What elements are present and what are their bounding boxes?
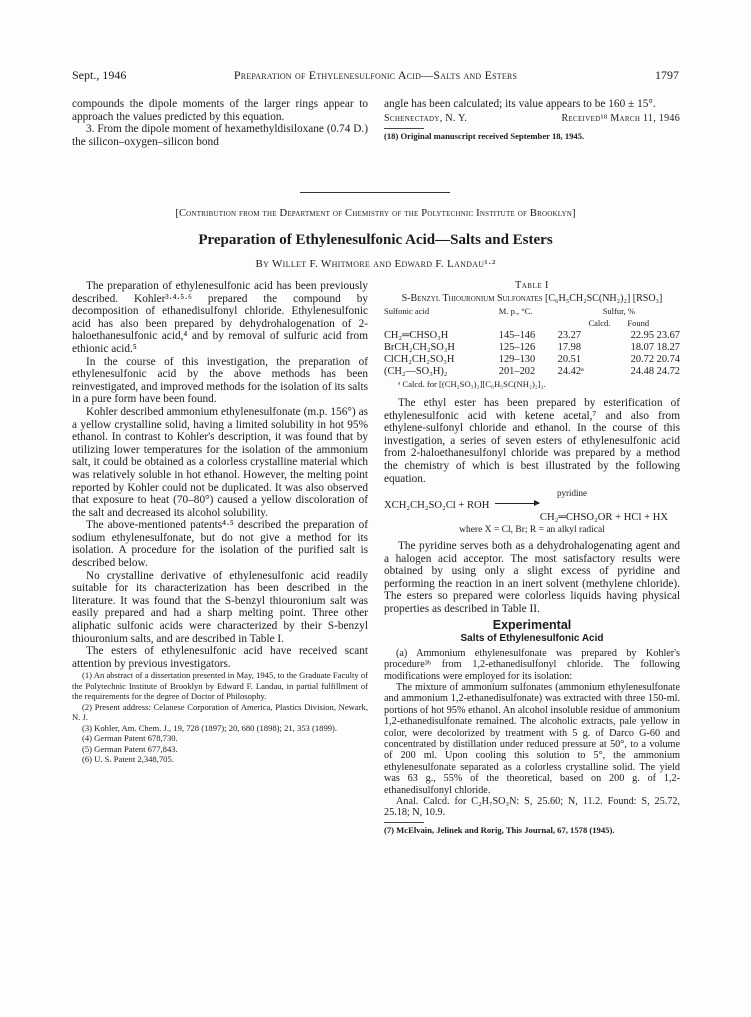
table-header-calcd: Calcd. (588, 318, 611, 329)
right-paragraph-5: Anal. Calcd. for C₂H₇SO₃N: S, 25.60; N, 11.2. Found: S, 25.72, 25.18; N, 10.9. (384, 795, 680, 819)
prev-article-signature (384, 113, 680, 126)
left-paragraph-4: The above-mentioned patents⁴·⁵ described the preparation of sodium ethylenesulfonate, but do not give a method for its isolation. A procedure for the isolation of the purified salt is described below. (72, 519, 368, 570)
table-header-sulfur-label: Sulfur, % (602, 306, 635, 317)
prev-right-paragraph-1: angle has been calculated; its value appears to be 160 ± 15°. (384, 98, 656, 110)
right-paragraph-1: The ethyl ester has been prepared by esterification of ethylenesulfonic acid with ketene acetal,⁷ and also from ethylene-sulfonyl chloride and ethanol. In the course of this investigation, a series of seven esters of ethylenesulfonic acid from 2-haloethanesulfonyl chloride was prepared by a method the chemistry of which is best illustrated by the following equation. (384, 397, 680, 485)
table-cell-mp: 125–126 (498, 341, 536, 353)
experimental-body (384, 648, 680, 819)
header-running-title: Preparation of Ethylenesulfonic Acid—Salts and Esters (233, 68, 518, 82)
table-caption: S-Benzyl Thiouronium Sulfonates [C₆H₅CH₂SC(NH₂)₂] [RSO₃] (401, 292, 663, 304)
table-header-acid: Sulfonic acid (384, 306, 430, 317)
left-column (72, 280, 368, 765)
equation-reactants: XCH₂CH₂SO₂Cl + ROH (384, 499, 490, 511)
header-date: Sept., 1946 (72, 68, 127, 82)
table-cell-calcd: 23.27 (557, 329, 582, 341)
prev-left-paragraph-2: 3. From the dipole moment of hexamethyldisiloxane (0.74 D.) the silicon–oxygen–silicon bond (72, 123, 368, 148)
prev-article-left (72, 98, 368, 148)
table-1 (384, 305, 680, 378)
table-cell-found: 22.95 23.67 (630, 329, 680, 341)
table-cell-calcd: 24.42ᵃ (557, 366, 584, 378)
right-column (384, 280, 680, 835)
table-header-sulfur (558, 305, 680, 329)
table-note: ᵃ Calcd. for [(CH₂SO₃)₂][C₆H₅SC(NH₂)₂]₂. (398, 379, 546, 390)
table-row (384, 330, 680, 342)
footnote-1: (1) An abstract of a dissertation presented in May, 1945, to the Graduate Faculty of the Polytechnic Institute of Brooklyn by Edward F. Landau, in partial fulfillment of the requirements for the degree of Doctor of Philosophy. (72, 670, 368, 702)
prev-article-received: Received¹⁸ March 11, 1946 (561, 112, 680, 124)
right-paragraph-4: The mixture of ammonium sulfonates (ammonium ethylenesulfonate and ammonium 1,2-ethanedisulfonate) was extracted with three 150-ml. portions of hot 95% ethanol. An alcohol insoluble residue of ammonium 1,2-ethanedisulfonate remained. The alcoholic extracts, pale yellow in color, were decolorized by treatment with 5 g. of Darco G-60 and concentrated by distillation under reduced pressure at 50°, to a volume of 200 ml. Upon cooling this solution to 5°, the ammonium ethylenesulfonate separated as a colorless crystalline solid. The yield was 63 g., 55% of the theoretical, based on 200 g. of 1,2-ethanedisulfonyl chloride. (384, 681, 680, 796)
left-paragraph-5: No crystalline derivative of ethylenesulfonic acid readily suitable for its characterization has been described in the literature. It was found that the S-benzyl thiouronium salt was easily prepared and had a sharp melting point. Three other aliphatic sulfonic acids were characterized by their S-benzyl thiouronium salts, and are described in Table I. (72, 569, 368, 645)
equation-products: CH₂═CHSO₂OR + HCl + HX (539, 511, 668, 523)
table-row (384, 354, 680, 366)
table-cell-mp: 129–130 (498, 354, 536, 365)
footnote-3: (3) Kohler, Am. Chem. J., 19, 728 (1897); 20, 680 (1898); 21, 353 (1899). (82, 722, 338, 733)
footnote-rule (384, 128, 424, 129)
table-cell-mp: 201–202 (498, 366, 536, 378)
table-cell-found: 18.07 18.27 (630, 341, 680, 353)
left-paragraph-2: In the course of this investigation, the preparation of ethylenesulfonic acid by the above methods has been reinvestigated, and improved methods for the isolation of its salts in a pure form have been found. (72, 355, 368, 406)
left-footnotes (72, 670, 368, 765)
prev-left-paragraph-1: compounds the dipole moments of the larger rings appear to approach the values predicted by this equation. (72, 98, 368, 123)
footnote-rule-right (384, 822, 424, 823)
left-paragraph-3: Kohler described ammonium ethylenesulfonate (m.p. 156°) as a yellow crystalline solid, having a limited solubility in hot 95% ethanol. In contrast to Kohler's description, it was found that by utilizing lower temperatures for the isolation of the ammonium salt, it could be obtained as a colorless crystalline material which was relatively soluble in hot ethanol. However, the melting point reported by Kohler could not be duplicated. It was also observed that exposure to heat (70–80°) caused a yellow discoloration of the salt and decreased its alcohol solubility. (72, 405, 368, 519)
table-cell-found: 24.48 24.72 (630, 366, 680, 378)
table-cell-acid: CH₂═CHSO₃H (384, 329, 449, 341)
experimental-heading: Experimental (492, 617, 572, 632)
table-row (384, 366, 680, 378)
table-cell-acid: BrCH₂CH₂SO₃H (384, 341, 455, 353)
contribution-line: [Contribution from the Department of Chemistry of the Polytechnic Institute of Brooklyn] (175, 208, 576, 219)
table-cell-mp: 145–146 (498, 329, 536, 341)
prev-article-place: Schenectady, N. Y. (384, 112, 468, 124)
table-cell-calcd: 20.51 (557, 354, 582, 365)
table-row (384, 342, 680, 354)
footnote-18: (18) Original manuscript received September 18, 1945. (384, 131, 585, 142)
table-label: Table I (515, 280, 549, 291)
reaction-equation (384, 487, 680, 537)
table-header-found: Found (627, 318, 650, 329)
left-paragraph-6: The esters of ethylenesulfonic acid have received scant attention by previous investigators. (72, 645, 368, 670)
left-paragraph-1: The preparation of ethylenesulfonic acid has been previously described. Kohler³·⁴·⁵·⁶ prepared the compound by decomposition of ethanedisulfonyl chloride. Ethylenesulfonic acid has also been prepared by dehydrohalogenation of 2-haloethanesulfonic acid,⁴ and by removal of sulfuric acid from ethionic acid.⁵ (72, 280, 368, 355)
article-separator-rule (300, 192, 450, 193)
reaction-arrow-icon (495, 503, 539, 504)
table-header-row (384, 305, 680, 329)
footnote-7: (7) McElvain, Jelinek and Rorig, This Journal, 67, 1578 (1945). (384, 824, 615, 835)
equation-catalyst: pyridine (557, 488, 587, 499)
prev-article-right (384, 98, 680, 142)
table-cell-found: 20.72 20.74 (630, 354, 680, 365)
right-paragraph-2: The pyridine serves both as a dehydrohalogenating agent and a halogen acid acceptor. The most satisfactory results were obtained by using only a slight excess of pyridine and performing the reaction in an inert solvent (methylene chloride). The esters so prepared were colorless liquids having physical properties as described in Table II. (384, 539, 680, 615)
footnote-2: (2) Present address: Celanese Corporation of America, Plastics Division, Newark, N. J. (72, 701, 368, 723)
footnote-4: (4) German Patent 678,730. (82, 733, 178, 744)
footnote-5: (5) German Patent 677,843. (82, 743, 178, 754)
table-cell-acid: ClCH₂CH₂SO₃H (384, 354, 455, 365)
footnote-6: (6) U. S. Patent 2,348,705. (82, 754, 174, 765)
table-cell-acid: (CH₂—SO₃H)₂ (384, 366, 448, 378)
header-page-number: 1797 (655, 68, 679, 82)
right-paragraph-3: (a) Ammonium ethylenesulfonate was prepared by Kohler's procedure³ᵇ from 1,2-ethanedisulfonyl chloride. The following modifications were employed for its isolation: (384, 647, 680, 682)
article-byline: By Willet F. Whitmore and Edward F. Landau¹·² (255, 258, 496, 270)
table-cell-calcd: 17.98 (557, 341, 582, 353)
table-header-mp: M. p., °C. (498, 306, 533, 317)
running-header (72, 68, 679, 84)
salts-subheading: Salts of Ethylenesulfonic Acid (460, 633, 604, 645)
article-title: Preparation of Ethylenesulfonic Acid—Salts and Esters (198, 232, 553, 248)
equation-where: where X = Cl, Br; R = an alkyl radical (459, 525, 605, 536)
equation-reactant-line (384, 500, 680, 512)
